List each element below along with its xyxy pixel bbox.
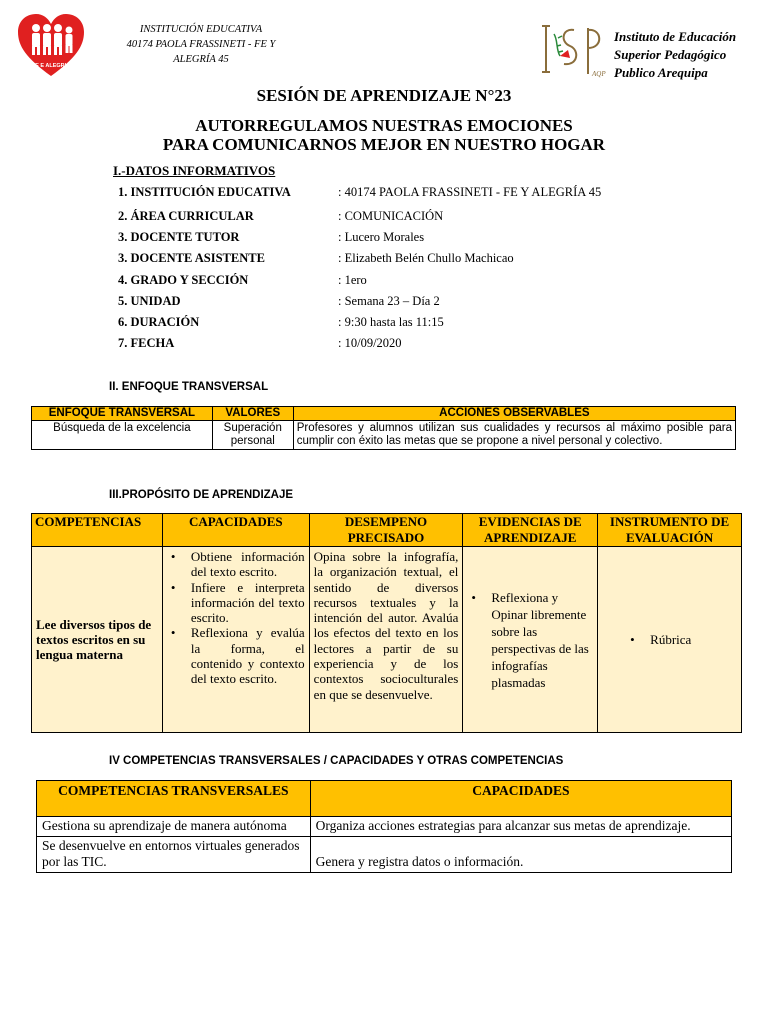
list-item: • Reflexiona y evalúa la forma, el contenido y contexto del texto escrito. <box>167 625 305 686</box>
info-label: 2. ÁREA CURRICULAR <box>118 209 254 223</box>
column-header: DESEMPENO PRECISADO <box>309 514 463 547</box>
list-item: • Obtiene información del texto escrito. <box>167 549 305 580</box>
column-header: EVIDENCIAS DE APRENDIZAJE <box>463 514 598 547</box>
info-label: 7. FECHA <box>118 336 175 350</box>
table-cell: Búsqueda de la excelencia <box>32 421 213 450</box>
table-row <box>37 836 732 872</box>
list-item: • Infiere e interpreta información del texto escrito. <box>167 580 305 626</box>
column-header: VALORES <box>212 407 293 421</box>
table-cell: Profesores y alumnos utilizan sus cualidades y recursos al máximo posible para cumplir con éxito las metas que se propone a nivel personal y colectivo. <box>293 421 735 450</box>
isp-arequipa-logo <box>536 20 608 80</box>
proposito-heading: III.PROPÓSITO DE APRENDIZAJE <box>109 489 294 501</box>
info-value: : 40174 PAOLA FRASSINETI - FE Y ALEGRÍA 45 <box>338 185 602 199</box>
table-row <box>37 817 732 837</box>
capacidades-cell <box>162 547 309 733</box>
institution-line: ALEGRÍA 45 <box>173 54 229 65</box>
info-label: 3. DOCENTE ASISTENTE <box>118 251 265 265</box>
institution-line: INSTITUCIÓN EDUCATIVA <box>139 24 263 35</box>
info-label: 5. UNIDAD <box>118 294 181 308</box>
transversales-heading: IV COMPETENCIAS TRANSVERSALES / CAPACIDADES Y OTRAS COMPETENCIAS <box>109 755 564 767</box>
institution-line: 40174 PAOLA FRASSINETI - FE Y <box>126 39 276 50</box>
column-header: CAPACIDADES <box>310 781 731 817</box>
column-header: COMPETENCIAS <box>32 514 163 547</box>
transversales-table <box>36 780 732 873</box>
info-label: 3. DOCENTE TUTOR <box>118 230 240 244</box>
datos-heading: I.-DATOS INFORMATIVOS <box>113 163 276 178</box>
info-value: : Elizabeth Belén Chullo Machicao <box>338 251 514 265</box>
table-cell: Gestiona su aprendizaje de manera autónoma <box>37 817 311 837</box>
info-label: 4. GRADO Y SECCIÓN <box>118 273 249 287</box>
info-label: 6. DURACIÓN <box>118 315 200 329</box>
info-value: : Semana 23 – Día 2 <box>338 294 440 308</box>
table-cell: Genera y registra datos o información. <box>310 836 731 872</box>
logo-text: FE E ALEGRIA <box>31 63 71 69</box>
desempeno-cell: Opina sobre la infografía, la organización textual, el sentido de diversos recursos textuales y la intención del autor. Avalúa los efectos del texto en los lectores a partir de su experiencia y de los contextos socioculturales en que se desenvuelve. <box>309 547 463 733</box>
column-header: COMPETENCIAS TRANSVERSALES <box>37 781 311 817</box>
fe-y-alegria-logo <box>16 12 86 78</box>
institution-line: Publico Arequipa <box>614 65 708 80</box>
info-value: : 1ero <box>338 273 367 287</box>
info-value: : 9:30 hasta las 11:15 <box>338 315 444 329</box>
evidencias-cell <box>463 547 598 733</box>
column-header: CAPACIDADES <box>162 514 309 547</box>
list-item: • Reflexiona y Opinar libremente sobre las perspectivas de las infografías plasmadas <box>467 589 593 691</box>
table-row <box>32 421 736 450</box>
info-value: : COMUNICACIÓN <box>338 209 444 223</box>
institution-left <box>96 22 306 67</box>
institution-line: Instituto de Educación <box>614 29 737 44</box>
instrumento-cell <box>598 547 742 733</box>
institution-right <box>614 28 736 82</box>
institution-line: Superior Pedagógico <box>614 47 727 62</box>
competencia-cell: Lee diversos tipos de textos escritos en su lengua materna <box>32 547 163 733</box>
info-value: : 10/09/2020 <box>338 336 402 350</box>
column-header: ACCIONES OBSERVABLES <box>293 407 735 421</box>
table-row <box>32 547 742 733</box>
svg-text:AQP: AQP <box>592 70 606 78</box>
session-subtitle-line: PARA COMUNICARNOS MEJOR EN NUESTRO HOGAR <box>162 135 606 154</box>
column-header: INSTRUMENTO DE EVALUACIÓN <box>598 514 742 547</box>
column-header: ENFOQUE TRANSVERSAL <box>32 407 213 421</box>
enfoque-heading: II. ENFOQUE TRANSVERSAL <box>109 381 269 393</box>
info-label: 1. INSTITUCIÓN EDUCATIVA <box>118 185 291 199</box>
table-cell: Se desenvuelve en entornos virtuales generados por las TIC. <box>37 836 311 872</box>
session-title: SESIÓN DE APRENDIZAJE N°23 <box>256 86 512 105</box>
enfoque-table <box>31 406 736 450</box>
table-cell: Superación personal <box>212 421 293 450</box>
proposito-table <box>31 513 742 733</box>
session-subtitle <box>0 116 768 154</box>
list-item: • Rúbrica <box>626 632 737 647</box>
table-cell: Organiza acciones estrategias para alcanzar sus metas de aprendizaje. <box>310 817 731 837</box>
session-subtitle-line: AUTORREGULAMOS NUESTRAS EMOCIONES <box>195 116 573 135</box>
info-value: : Lucero Morales <box>338 230 425 244</box>
